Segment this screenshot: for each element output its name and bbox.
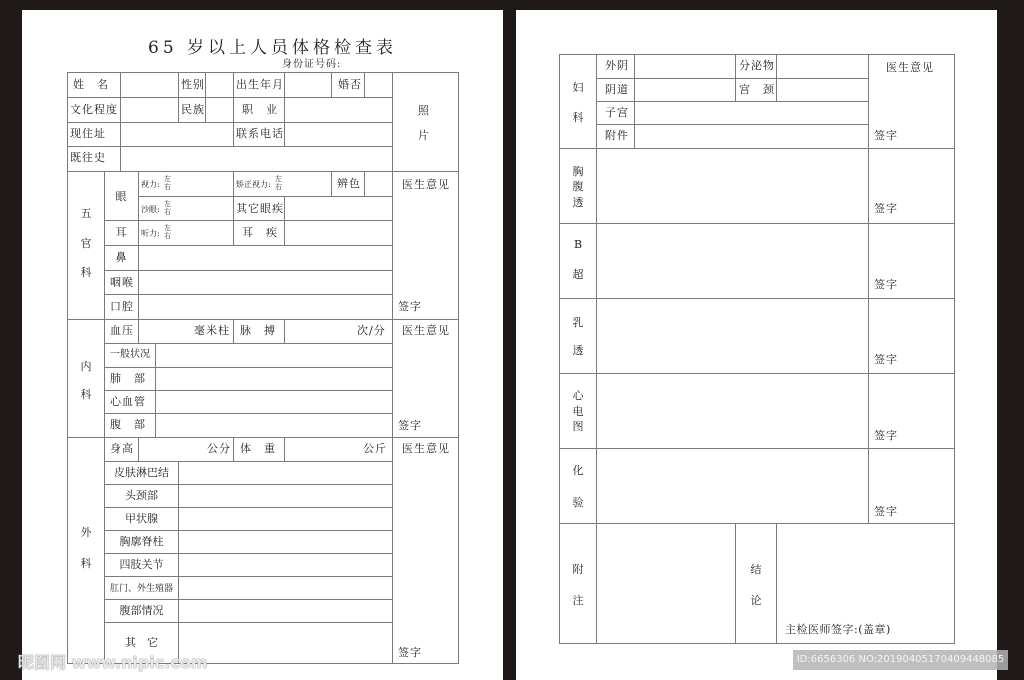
color-vision-field[interactable]	[365, 172, 391, 195]
label-ear-disease: 耳 疾	[242, 226, 278, 239]
label-corrected-vision: 矫正视力:	[236, 180, 271, 189]
label-lung: 肺 部	[110, 372, 146, 385]
grid-line	[178, 72, 179, 122]
right-label: 右	[275, 183, 282, 191]
exam-ultrasound-label-1: B	[573, 238, 583, 251]
exam-ecg-sign-field[interactable]	[869, 374, 954, 447]
label-trachoma: 沙眼:	[141, 205, 160, 214]
pulse-unit: 次/分	[357, 324, 386, 337]
history-field[interactable]	[121, 147, 391, 170]
nose-field[interactable]	[139, 246, 391, 269]
vision-field[interactable]	[175, 172, 232, 195]
hearing-field[interactable]	[175, 221, 232, 244]
photo-label-1: 照	[418, 104, 430, 117]
right-label: 右	[164, 232, 171, 240]
exam-chest-label-2: 腹	[572, 180, 584, 193]
label-cardio: 心血管	[110, 395, 146, 408]
section-surgery-1: 外	[80, 526, 92, 539]
exam-breast-field[interactable]	[597, 299, 867, 372]
photo-area[interactable]	[393, 73, 458, 170]
notes-label-1: 附	[572, 563, 584, 576]
vision-lr	[164, 175, 171, 191]
weight-unit: 公斤	[363, 442, 387, 455]
chief-physician-sign: 主检医师签字:(盖章)	[785, 623, 891, 636]
anus-genitals-field[interactable]	[179, 577, 391, 598]
id-number-label: 身份证号码:	[282, 59, 342, 70]
exam-breast-sign-field[interactable]	[869, 299, 954, 372]
surgery-sign-label: 签字	[398, 646, 422, 659]
exam-chest-label-1: 胸	[572, 165, 584, 178]
grid-line	[735, 523, 736, 644]
section-facial-1: 五	[80, 207, 92, 220]
grid-line	[67, 171, 459, 172]
exam-ultrasound-label-2: 超	[572, 268, 584, 281]
label-anus-genitals: 肛门、外生殖器	[109, 584, 173, 594]
label-thorax-spine: 胸廓脊柱	[119, 535, 164, 548]
exam-breast-label-2: 透	[572, 344, 584, 357]
watermark-site: 昵图网 www.nipic.com	[18, 653, 208, 672]
label-head-neck: 头颈部	[125, 489, 158, 502]
label-height: 身高	[110, 442, 134, 455]
label-cervix: 宫 颈	[739, 83, 775, 96]
facial-opinion-label: 医生意见	[402, 178, 450, 191]
label-education: 文化程度	[70, 103, 118, 116]
label-married: 婚否	[338, 78, 362, 91]
skin-lymph-field[interactable]	[179, 462, 391, 483]
vagina-field[interactable]	[635, 79, 734, 100]
secretion-field[interactable]	[777, 55, 867, 77]
general-field[interactable]	[156, 344, 391, 366]
trachoma-field[interactable]	[175, 197, 232, 219]
bp-unit: 毫米柱	[194, 324, 230, 337]
label-hearing: 听力:	[141, 229, 160, 238]
label-uterus: 子宫	[605, 106, 629, 119]
exam-lab-sign-field[interactable]	[869, 449, 954, 522]
surgery-opinion-field[interactable]	[393, 458, 458, 643]
grid-line	[67, 437, 459, 438]
left-label: 左	[164, 175, 171, 183]
label-vagina: 阴道	[605, 83, 629, 96]
abdomen-field[interactable]	[156, 414, 391, 436]
notes-label-2: 注	[572, 594, 584, 607]
grid-line	[233, 319, 234, 343]
grid-line	[233, 437, 234, 461]
abdomen-condition-field[interactable]	[179, 600, 391, 621]
section-internal-2: 科	[80, 388, 92, 401]
exam-ecg-sign: 签字	[874, 429, 898, 442]
left-label: 左	[164, 200, 171, 208]
label-weight: 体 重	[240, 442, 276, 455]
exam-ecg-label-2: 电	[572, 405, 584, 418]
grid-line	[233, 171, 234, 245]
internal-opinion-label: 医生意见	[402, 324, 450, 337]
facial-sign-label: 签字	[398, 300, 422, 313]
label-vision: 视力:	[141, 180, 160, 189]
height-unit: 公分	[207, 442, 231, 455]
other-field[interactable]	[179, 623, 391, 663]
label-ethnicity: 民族	[181, 103, 205, 116]
married-field[interactable]	[365, 73, 391, 96]
label-abdomen: 腹 部	[110, 418, 146, 431]
internal-opinion-field[interactable]	[393, 340, 458, 416]
gyn-sign-label: 签字	[874, 129, 898, 142]
education-field[interactable]	[121, 98, 177, 121]
mouth-field[interactable]	[139, 295, 391, 318]
exam-breast-sign: 签字	[874, 353, 898, 366]
label-name: 姓 名	[73, 78, 109, 91]
lung-field[interactable]	[156, 368, 391, 389]
exam-chest-sign: 签字	[874, 202, 898, 215]
cervix-field[interactable]	[777, 79, 867, 100]
label-limbs-joints: 四肢关节	[119, 558, 164, 571]
head-neck-field[interactable]	[179, 485, 391, 506]
phone-field[interactable]	[285, 123, 391, 145]
exam-ultrasound-sign: 签字	[874, 278, 898, 291]
label-birth: 出生年月	[236, 78, 284, 91]
photo-label-2: 片	[418, 129, 430, 142]
left-label: 左	[164, 224, 171, 232]
facial-opinion-field[interactable]	[393, 194, 458, 294]
label-eye: 眼	[115, 190, 127, 203]
corrected-vision-field[interactable]	[285, 172, 330, 195]
exam-ultrasound-field[interactable]	[597, 224, 867, 297]
birth-field[interactable]	[285, 73, 330, 96]
exam-ecg-label-3: 图	[572, 420, 584, 433]
height-field[interactable]	[139, 438, 204, 460]
thorax-spine-field[interactable]	[179, 531, 391, 552]
exam-lab-label-1: 化	[572, 464, 584, 477]
label-history: 既往史	[70, 151, 106, 164]
notes-field[interactable]	[597, 524, 734, 643]
label-adnexa: 附件	[605, 129, 629, 142]
label-general: 一般状况	[110, 349, 150, 360]
exam-lab-field[interactable]	[597, 449, 867, 522]
corrected-vision-lr	[275, 175, 282, 191]
internal-sign-label: 签字	[398, 419, 422, 432]
label-ear: 耳	[115, 226, 127, 239]
label-secretion: 分泌物	[739, 59, 775, 72]
section-gyn-2: 科	[572, 111, 584, 124]
left-label: 左	[275, 175, 282, 183]
section-facial-3: 科	[80, 266, 92, 279]
conclusion-label-2: 论	[750, 594, 762, 607]
label-occupation: 职 业	[242, 103, 278, 116]
hearing-lr	[164, 224, 171, 240]
trachoma-lr	[164, 200, 171, 216]
exam-chest-label-3: 透	[572, 196, 584, 209]
section-surgery-2: 科	[80, 557, 92, 570]
label-thyroid: 甲状腺	[125, 512, 158, 525]
vulva-field[interactable]	[635, 55, 734, 77]
exam-lab-sign: 签字	[874, 505, 898, 518]
label-other: 其 它	[125, 636, 158, 649]
section-internal-1: 内	[80, 360, 92, 373]
occupation-field[interactable]	[285, 98, 391, 121]
exam-chest-field[interactable]	[597, 149, 867, 222]
conclusion-label-1: 结	[750, 563, 762, 576]
label-throat: 咽喉	[110, 276, 134, 289]
thyroid-field[interactable]	[179, 508, 391, 529]
exam-ultrasound-sign-field[interactable]	[869, 224, 954, 297]
label-abdomen-condition: 腹部情况	[119, 604, 164, 617]
ear-disease-field[interactable]	[285, 221, 391, 244]
gender-field[interactable]	[206, 73, 232, 96]
grid-line	[233, 72, 234, 146]
label-mouth: 口腔	[110, 300, 134, 313]
uterus-field[interactable]	[635, 102, 867, 123]
exam-breast-label-1: 乳	[572, 316, 584, 329]
exam-ecg-field[interactable]	[597, 374, 867, 447]
right-label: 右	[164, 183, 171, 191]
label-color-vision: 辨色	[337, 177, 361, 190]
adnexa-field[interactable]	[635, 125, 867, 147]
label-pulse: 脉 搏	[240, 324, 276, 337]
watermark-id: ID:6656306 NO:20190405170409448085	[793, 650, 1008, 670]
conclusion-field[interactable]	[777, 524, 954, 619]
label-blood-pressure: 血压	[110, 324, 134, 337]
pulse-field[interactable]	[285, 320, 355, 342]
form-title: 65 岁以上人员体格检查表	[148, 38, 398, 58]
grid-line	[331, 72, 332, 97]
exam-ecg-label-1: 心	[572, 389, 584, 402]
name-field[interactable]	[121, 73, 177, 96]
surgery-opinion-label: 医生意见	[402, 442, 450, 455]
section-facial-2: 官	[80, 237, 92, 250]
cardio-field[interactable]	[156, 391, 391, 412]
section-gyn-1: 妇	[572, 81, 584, 94]
label-phone: 联系电话	[236, 127, 284, 140]
exam-chest-sign-field[interactable]	[869, 149, 954, 222]
exam-lab-label-2: 验	[572, 496, 584, 509]
gyn-opinion-label: 医生意见	[886, 61, 934, 74]
throat-field[interactable]	[139, 271, 391, 293]
label-other-eye: 其它眼疾	[236, 202, 284, 215]
label-skin-lymph: 皮肤淋巴结	[114, 466, 169, 479]
label-nose: 鼻	[115, 251, 127, 264]
label-address: 现住址	[70, 127, 106, 140]
grid-line	[67, 319, 459, 320]
gyn-opinion-field[interactable]	[869, 76, 954, 124]
address-field[interactable]	[121, 123, 232, 145]
label-gender: 性别	[181, 78, 205, 91]
other-eye-field[interactable]	[285, 197, 391, 219]
ethnicity-field[interactable]	[206, 98, 232, 121]
weight-field[interactable]	[285, 438, 361, 460]
right-label: 右	[164, 208, 171, 216]
blood-pressure-field[interactable]	[139, 320, 194, 342]
limbs-joints-field[interactable]	[179, 554, 391, 575]
grid-line	[331, 171, 332, 196]
label-vulva: 外阴	[605, 59, 629, 72]
